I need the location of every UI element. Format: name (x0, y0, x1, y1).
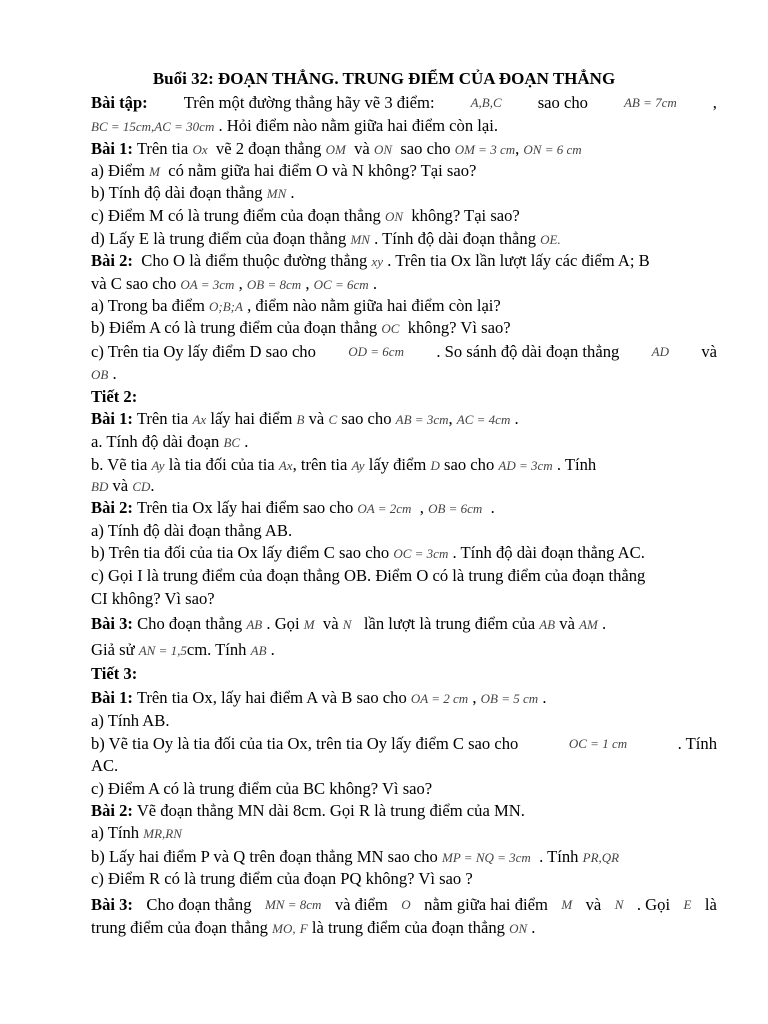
t3-problem-1 (91, 688, 717, 709)
text: và (112, 476, 129, 495)
text: lấy điểm (368, 455, 427, 474)
text: . (112, 364, 117, 383)
t2-problem-1-b (91, 455, 717, 476)
math: E (683, 897, 692, 912)
t3-problem-1-a (91, 711, 717, 731)
text: là (704, 895, 717, 914)
text: sao cho (341, 409, 392, 428)
section-heading (91, 387, 717, 407)
math: BC = 15cm,AC = 30cm (91, 119, 215, 134)
math: AN = 1,5 (138, 643, 187, 658)
text: , điểm nào nằm giữa hai điểm còn lại? (247, 296, 501, 315)
math: ON (373, 142, 393, 157)
text: Cho đoạn thẳng (137, 614, 243, 633)
text: Trên một đường thẳng hãy vẽ 3 điểm: (183, 93, 435, 112)
text: a) Điểm (91, 161, 145, 180)
t3-problem-1-b-line2 (91, 756, 717, 776)
text: cm. Tính (186, 640, 247, 659)
text: . Tính độ dài đoạn thẳng AC. (452, 543, 645, 562)
text: a) Tính độ dài đoạn thẳng AB. (91, 521, 293, 540)
problem-2-a (91, 296, 717, 317)
math: OE. (540, 232, 561, 247)
text: b) Trên tia đối của tia Ox lấy điểm C sao cho (91, 543, 390, 562)
text: và (585, 895, 602, 914)
text: Vẽ đoạn thẳng MN dài 8cm. Gọi R là trung điểm của MN. (136, 801, 525, 820)
text: CI không? Vì sao? (91, 589, 215, 608)
text: có nằm giữa hai điểm O và N không? Tại sao? (168, 161, 477, 180)
problem-label: Bài 1: (91, 688, 133, 707)
math: D (430, 458, 440, 473)
t2-problem-2-a (91, 521, 717, 541)
math: C (328, 412, 338, 427)
text: Trên tia (136, 139, 189, 158)
text: c) Gọi I là trung điểm của đoạn thẳng OB. Điểm O có là trung điểm của đoạn thẳng (91, 566, 646, 585)
text: . Tính độ dài đoạn thẳng (374, 229, 537, 248)
problem-1 (91, 139, 717, 160)
t2-problem-1-a (91, 432, 717, 453)
text: . (602, 614, 607, 633)
math: AD = 3cm (498, 458, 553, 473)
math: OB = 6cm (428, 501, 483, 516)
math: OC (381, 321, 400, 336)
text: a) Tính AB. (91, 711, 170, 730)
math: CD (132, 479, 151, 494)
problem-1-b (91, 183, 717, 204)
math: MN (266, 186, 287, 201)
text: . Tính (539, 847, 579, 866)
math: PR,QR (582, 850, 620, 865)
math: AM (579, 617, 598, 632)
text: Cho O là điểm thuộc đường thẳng (141, 251, 368, 270)
text: c) Điểm M có là trung điểm của đoạn thẳng (91, 206, 381, 225)
text: Trên tia Ox lấy hai điểm sao cho (136, 498, 354, 517)
math: A,B,C (470, 95, 502, 110)
page-title: Buổi 32: ĐOẠN THẲNG. TRUNG ĐIỂM CỦA ĐOẠN THẲNG (152, 69, 616, 88)
text: lần lượt là trung điểm của (363, 614, 536, 633)
t3-problem-1-b (91, 734, 717, 754)
text: . Gọi (636, 895, 671, 914)
exercise-intro-line2 (91, 116, 717, 137)
math: OC = 1 cm (568, 736, 628, 751)
text: b) Tính độ dài đoạn thẳng (91, 183, 263, 202)
text: , (419, 498, 424, 517)
text: AC. (91, 756, 119, 775)
math: Ax (278, 458, 293, 473)
math: M (303, 617, 315, 632)
math: OA = 2cm (357, 501, 412, 516)
t2-problem-1-b-line2 (91, 476, 717, 497)
math: Ox (192, 142, 208, 157)
problem-1-d (91, 229, 717, 250)
text: b) Vẽ tia Oy là tia đối của tia Ox, trên tia Oy lấy điểm C sao cho (91, 734, 519, 753)
text: b) Lấy hai điểm P và Q trên đoạn thẳng MN sao cho (91, 847, 438, 866)
problem-1-c (91, 206, 717, 227)
math: ON = 6 cm (523, 142, 582, 157)
text: . Tính (556, 455, 597, 474)
exercise-label: Bài tập: (91, 93, 148, 112)
text: và (354, 139, 370, 158)
math: B (296, 412, 305, 427)
text: nằm giữa hai điểm (424, 895, 548, 914)
t2-problem-1 (91, 409, 717, 430)
t3-problem-1-c (91, 779, 717, 799)
text: . (150, 476, 155, 495)
math: N (342, 617, 352, 632)
text: . Gọi (266, 614, 300, 633)
text: b. Vẽ tia (91, 455, 148, 474)
math: ON (385, 209, 404, 224)
text: trung điểm của đoạn thẳng (91, 918, 268, 937)
math: Ay (151, 458, 165, 473)
math: OA = 2 cm (410, 691, 469, 706)
math: AD (651, 344, 669, 359)
t3-problem-3 (91, 895, 717, 915)
text: Trên tia (136, 409, 189, 428)
math: M (561, 897, 573, 912)
text: và C sao cho (91, 274, 177, 293)
text: và (559, 614, 575, 633)
problem-label: Bài 2: (91, 498, 133, 517)
section-label: Tiết 2: (91, 387, 138, 406)
text: . (542, 688, 547, 707)
text: sao cho (400, 139, 451, 158)
problem-label: Bài 3: (91, 895, 133, 914)
math: OA = 3cm (180, 277, 235, 292)
text: . Trên tia Ox lần lượt lấy các điểm A; B (387, 251, 650, 270)
t3-problem-3-line2 (91, 918, 717, 939)
t2-problem-3 (91, 614, 717, 635)
problem-2-c (91, 342, 717, 362)
t3-problem-2-c (91, 869, 717, 889)
text: , trên tia (292, 455, 348, 474)
text: Giả sử (91, 640, 135, 659)
math: OD = 6cm (348, 344, 404, 359)
math: O (401, 897, 411, 912)
text: . (290, 183, 295, 202)
text: . Hỏi điểm nào nằm giữa hai điểm còn lại. (218, 116, 498, 135)
problem-label: Bài 2: (91, 801, 133, 820)
text: , (472, 688, 477, 707)
t2-problem-2-c (91, 566, 717, 586)
section-label: Tiết 3: (91, 664, 138, 683)
text: d) Lấy E là trung điểm của đoạn thẳng (91, 229, 347, 248)
math: OC = 3cm (393, 546, 449, 561)
text: , (515, 139, 520, 158)
text: , (238, 274, 243, 293)
text: , (712, 93, 717, 112)
problem-2-c-line2 (91, 364, 717, 385)
t2-problem-2-c-line2 (91, 589, 717, 609)
text: không? Vì sao? (407, 318, 511, 337)
text: c) Điểm R có là trung điểm của đoạn PQ không? Vì sao ? (91, 869, 473, 888)
text: . Tính (677, 734, 717, 753)
text: a. Tính độ dài đoạn (91, 432, 220, 451)
problem-label: Bài 1: (91, 409, 133, 428)
math: M (149, 164, 160, 179)
problem-2-b (91, 318, 717, 339)
text: không? Tại sao? (411, 206, 520, 225)
text: c) Trên tia Oy lấy điểm D sao cho (91, 342, 316, 361)
math: Ax (192, 412, 207, 427)
problem-label: Bài 1: (91, 139, 133, 158)
text: . (490, 498, 495, 517)
math: AB = 7cm (623, 95, 677, 110)
text: . (270, 640, 275, 659)
text: , (305, 274, 310, 293)
math: AB (250, 643, 267, 658)
text: b) Điểm A có là trung điểm của đoạn thẳng (91, 318, 378, 337)
math: Ay (351, 458, 365, 473)
math: AC = 4cm (456, 412, 511, 427)
math: F (299, 921, 308, 936)
text: lấy hai điểm (210, 409, 293, 428)
math: AB = 3cm (395, 412, 449, 427)
math: OB = 5 cm (480, 691, 539, 706)
text: vẽ 2 đoạn thẳng (215, 139, 322, 158)
text: a) Tính (91, 823, 140, 842)
math: MP = NQ = 3cm (442, 850, 531, 865)
t3-problem-2 (91, 801, 717, 821)
text: sao cho (537, 93, 588, 112)
text: và (308, 409, 325, 428)
math: OB (91, 367, 109, 382)
math: N (614, 897, 624, 912)
t2-problem-3-line2 (91, 640, 717, 661)
text: . (372, 274, 377, 293)
problem-label: Bài 2: (91, 251, 133, 270)
text: là trung điểm của đoạn thẳng (311, 918, 505, 937)
problem-2 (91, 251, 717, 272)
text: a) Trong ba điểm (91, 296, 205, 315)
section-heading (91, 664, 717, 684)
math: O;B;A (209, 299, 243, 314)
text: c) Điểm A có là trung điểm của BC không? Vì sao? (91, 779, 433, 798)
math: OM (325, 142, 346, 157)
math: MR,RN (143, 826, 182, 841)
math: xy (371, 254, 384, 269)
exercise-intro (91, 93, 717, 113)
math: OB = 8cm (246, 277, 302, 292)
math: OC = 6cm (313, 277, 369, 292)
math: AB (539, 617, 556, 632)
text: và (322, 614, 339, 633)
math: AB (246, 617, 263, 632)
text: và điểm (334, 895, 388, 914)
t2-problem-2 (91, 498, 717, 519)
text: . (531, 918, 536, 937)
text: Trên tia Ox, lấy hai điểm A và B sao cho (136, 688, 407, 707)
text: là tia đối của tia (168, 455, 275, 474)
math: MN (350, 232, 370, 247)
math: BC (223, 435, 241, 450)
problem-2-line2 (91, 274, 717, 295)
text: . (244, 432, 249, 451)
problem-1-a (91, 161, 717, 182)
math: BD (91, 479, 109, 494)
text: và (701, 342, 717, 361)
math: ON (509, 921, 528, 936)
problem-label: Bài 3: (91, 614, 133, 633)
math: MO, (272, 921, 296, 936)
text: sao cho (444, 455, 495, 474)
t3-problem-2-b (91, 847, 717, 868)
math: OM = 3 cm (454, 142, 516, 157)
text: Cho đoạn thẳng (146, 895, 252, 914)
text: , (448, 409, 453, 428)
t3-problem-2-a (91, 823, 717, 844)
text: . (514, 409, 519, 428)
math: MN = 8cm (264, 897, 322, 912)
text: . So sánh độ dài đoạn thẳng (436, 342, 620, 361)
t2-problem-2-b (91, 543, 717, 564)
